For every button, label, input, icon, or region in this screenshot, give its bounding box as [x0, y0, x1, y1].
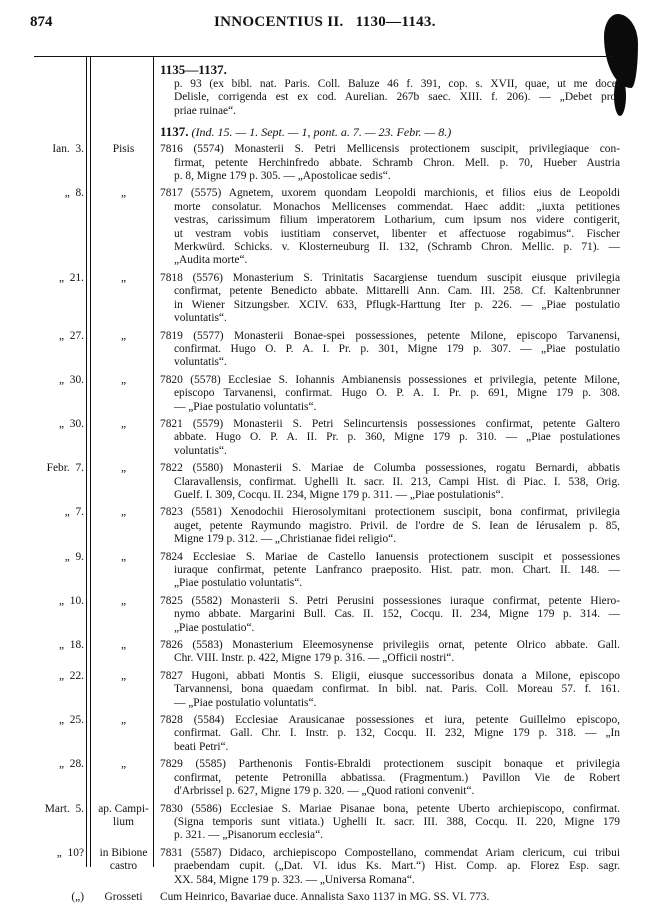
text-line: abbate. Hugo O. P. A. II. Pr. p. 360, Migne 179 p. 310. — „Piae postulationes [174, 431, 620, 444]
entry-row [34, 462, 620, 502]
entry-row [34, 639, 620, 666]
entry-place: Grosseti [104, 890, 143, 903]
entry-row [34, 187, 620, 267]
entry-text [155, 506, 620, 546]
entry-place: „ [120, 639, 127, 652]
text-line: nymo abbate. Margarini Bull. Cas. II. 152, Cocqu. II. 234, Migne 179 p. 314. — [174, 608, 620, 621]
entry-place: „ [120, 714, 127, 727]
entry-row [34, 714, 620, 754]
entry-row [34, 330, 620, 370]
section-heading: 1135—1137. [160, 62, 227, 77]
entry-text [155, 272, 620, 326]
entry-row [34, 506, 620, 546]
text-line: voluntatis“. [174, 312, 227, 325]
running-title: INNOCENTIUS II. 1130—1143. [214, 14, 436, 30]
section-1135 [34, 62, 620, 118]
text-line: Guelf. I. 309, Cocqu. II. 234, Migne 179 p. 311. — „Piae postulationis“. [174, 488, 504, 501]
text-line: voluntatis“. [174, 444, 227, 457]
entry-date: „ 9. [64, 550, 84, 563]
section-1137 [34, 118, 620, 140]
entry-date: „ 18. [59, 639, 84, 652]
text-line: Claravallensis, confirmat. Ughelli It. sacr. II. 213, Campi Hist. di Piac. I. 538, Orig. [174, 475, 620, 488]
entry-place: „ [120, 594, 127, 607]
entry-date: Ian. 3. [52, 143, 84, 156]
entry-date: „ 25. [59, 714, 84, 727]
text-line: 7823 (5581) Xenodochii Hierosolymitani protectionem suscipit, bona confirmat, privilegia [160, 506, 620, 519]
entry-text [155, 847, 620, 887]
text-line: (Signa temporis sunt vitiata.) Ughelli It. sacr. III. 388, Cocqu. II. 220, Migne 179 [174, 815, 620, 828]
entry-text [155, 462, 620, 502]
text-line: vestras, carissimum filium imperatorem Lotharium, cum ipsum nos videre contigerit, [174, 214, 620, 227]
text-line: priae ruinae“. [174, 104, 236, 117]
text-line: 7821 (5579) Monasterii S. Petri Selincurtensis possessiones confirmat, petente Galtero [160, 417, 620, 430]
text-line: beati Petri“. [174, 740, 229, 753]
text-line: 7820 (5578) Ecclesiae S. Iohannis Ambianensis possessiones et privilegia, petente Milone, [160, 373, 620, 386]
entry-text [155, 551, 620, 591]
text-line: confirmat, petente Benedicto abbate. Mittarelli Ann. Cam. III. 258. Cf. Kaltenbrunner [174, 285, 620, 298]
text-line: 7817 (5575) Agnetem, uxorem quondam Leopoldi marchionis, et filios eius de Leopoldi [160, 187, 620, 200]
entry-row [34, 891, 620, 904]
page-number: 874 [30, 14, 53, 30]
year-number: 1137. [160, 124, 189, 140]
text-line: 7818 (5576) Monasterium S. Trinitatis Sacargiense tuendum suscipit eiusque privilegia [160, 271, 620, 284]
entry-place: „ [120, 669, 127, 682]
page-header [0, 14, 650, 36]
text-line: Chr. VIII. Instr. p. 422, Migne 179 p. 316. — „Officii nostri“. [174, 652, 455, 665]
text-line: 7828 (5584) Ecclesiae Arausicanae possessiones et iura, petente Guillelmo episcopo, [160, 714, 620, 727]
entry-row [34, 551, 620, 591]
entry-text [155, 758, 620, 798]
text-line: 7819 (5577) Monasterii Bonae-spei possessiones, petente Milone, episcopo Tarvanensi, [160, 329, 620, 342]
entry-row [34, 803, 620, 843]
entry-text [155, 670, 620, 710]
entry-text [155, 803, 620, 843]
text-line: iuraque confirmat, petente Lanfranco praeposito. Hist. patr. mon. Chart. II. 148. — [174, 564, 620, 576]
entry-date: „ 10? [56, 846, 84, 859]
text-line: Delisle, corrigenda est ex cod. Aurelian. 267b saec. XIII. f. 206). — „Debet pro- [174, 91, 620, 104]
entry-place: „ [120, 271, 127, 284]
entry-row [34, 374, 620, 414]
text-line: 7826 (5583) Monasterium Eleemosynense privilegiis ornat, petente Olrico abbate. Gall. [160, 639, 620, 652]
text-line: firmat, petente Herchinfredo abbate. Schramb Chron. Mell. p. 70, Hueber Austria [174, 156, 620, 169]
entry-row [34, 272, 620, 326]
text-line: 7827 Hugoni, abbati Montis S. Eligii, eiusque successoribus donata a Milone, episcopo [160, 669, 620, 682]
entry-row [34, 758, 620, 798]
entry-place: „ [120, 187, 127, 200]
text-line: — „Piae postulatio voluntatis“. [174, 400, 317, 413]
entry-date: Mart. 5. [44, 802, 84, 815]
entry-date: „ 8. [64, 187, 84, 200]
entry-row [34, 143, 620, 183]
entry-place: ap. Campi- lium [98, 802, 149, 828]
entry-place: „ [120, 329, 127, 342]
entry-place: „ [120, 373, 127, 386]
entry-row [34, 847, 620, 887]
text-line: in Wiener Sitzungsber. XCIV. 633, Pflugk-Harttung Iter p. 226. — „Piae postulatio [174, 298, 620, 311]
text-line: confirmat, petente Petronilla abbatissa. (Fragmentum.) Pavillon Vie de Robert [174, 771, 620, 784]
entry-place: „ [120, 550, 127, 563]
entry-date: „ 30. [59, 417, 84, 430]
entry-place: in Bibione castro [99, 846, 148, 873]
entry-row [34, 595, 620, 635]
entry-row [34, 418, 620, 458]
entries-list [34, 143, 620, 904]
entry-text [155, 330, 620, 370]
entry-date: „ 21. [59, 271, 84, 284]
text-line: Tarvannensi, bona quaedam confirmat. In bibl. nat. Paris. Coll. Moreau 57. f. 161. [174, 683, 620, 696]
entry-text [155, 891, 620, 904]
entry-text [155, 714, 620, 754]
entry-row [34, 670, 620, 710]
text-line: 7824 Ecclesiae S. Mariae de Castello Ianuensis protectionem suscipit et possessiones [160, 550, 620, 563]
entry-date: „ 22. [59, 669, 84, 682]
header-rule [34, 56, 614, 57]
entry-date: Febr. 7. [46, 462, 84, 475]
text-line: praebendam cupit. („Dat. VI. idus Ks. Mart.“) Hist. Comp. ap. Florez Esp. sagr. [174, 860, 620, 873]
text-line: 7830 (5586) Ecclesiae S. Mariae Pisanae bona, petente Uberto archiepiscopo, confirmat. [160, 802, 620, 815]
entry-text [155, 187, 620, 267]
text-line: 7816 (5574) Monasterii S. Petri Mellicensis protectionem suscipit, privilegiaque con- [160, 143, 620, 156]
entry-date: („) [71, 890, 84, 903]
entry-place: Pisis [112, 143, 135, 156]
entry-place: „ [120, 506, 127, 519]
entry-text [155, 143, 620, 183]
text-line: confirmat. Hugo O. P. A. I. Pr. p. 301, Migne 179 p. 307. — „Piae postulatio [174, 342, 620, 355]
text-line: confirmat. Gall. Chr. I. Instr. p. 132, Cocqu. II. 232, Migne 179 p. 318. — „In [174, 727, 620, 740]
entry-text [155, 418, 620, 458]
text-line: 7825 (5582) Monasterii S. Petri Perusini possessiones iuraque confirmat, petente Hiero- [160, 594, 620, 607]
text-line: 7829 (5585) Parthenonis Fontis-Ebraldi protectionem suscipit bonaque et privilegia [160, 758, 620, 771]
text-line: p. 8, Migne 179 p. 305. — „Apostolicae sedis“. [174, 170, 391, 183]
entry-place: „ [120, 417, 127, 430]
entry-date: „ 27. [59, 329, 84, 342]
text-line: „Piae postulatio voluntatis“. [174, 577, 303, 590]
text-line: d'Arbrissel p. 627, Migne 179 p. 320. — „Quod rationi convenit“. [174, 785, 475, 798]
text-line: Cum Heinrico, Bavariae duce. Annalista Saxo 1137 in MG. SS. VI. 773. [160, 890, 490, 903]
entry-text [155, 374, 620, 414]
text-line: ut vestram vobis iustitiam conservet, libenter et affectuose rogabimus“. Fischer [174, 227, 620, 240]
text-line: p. 321. — „Pisanorum ecclesia“. [174, 829, 323, 842]
year-note: (Ind. 15. — 1. Sept. — 1, pont. a. 7. — 23. Febr. — 8.) [191, 125, 452, 140]
text-line: „Piae postulatio“. [174, 621, 255, 634]
entry-text [155, 595, 620, 635]
entry-place: „ [120, 462, 127, 475]
text-line: auget, petente Raymundo magistro. Privil. de l'ordre de S. Iean de Iérusalem p. 85, [174, 519, 620, 532]
text-line: Migne 179 p. 312. — „Christianae fidei religio“. [174, 533, 397, 546]
regesta-table [34, 62, 620, 904]
entry-date: „ 10. [59, 594, 84, 607]
entry-date: „ 28. [59, 758, 84, 771]
text-line: 7831 (5587) Didaco, archiepiscopo Compostellano, commendat Ariam clericum, cui tribui [160, 846, 620, 859]
text-line: „Audita morte“. [174, 254, 248, 267]
text-line: voluntatis“. [174, 356, 227, 369]
entry-place: „ [120, 758, 127, 771]
entry-date: „ 30. [59, 373, 84, 386]
text-line: Merkwürd. Schicks. v. Klosterneuburg II. 132, (Schramb Chron. Mellic. p. 71). — [174, 241, 620, 254]
entry-date: „ 7. [64, 506, 84, 519]
text-line: — „Piae postulatio voluntatis“. [174, 696, 317, 709]
text-line: p. 93 (ex bibl. nat. Paris. Coll. Baluze 46 f. 391, cop. s. XVII, quae, ut me docet [174, 78, 620, 90]
text-line: morte consolatur. Monachos Mellicenses commendat. Haec addit: „iuxta petitiones [174, 200, 620, 213]
entry-text [155, 639, 620, 666]
text-line: 7822 (5580) Monasterii S. Mariae de Columba possessiones, rogatu Bernardi, abbatis [160, 462, 620, 475]
year-heading [160, 124, 620, 140]
text-line: XX. 584, Migne 179 p. 323. — „Universa Romana“. [174, 873, 415, 886]
text-line: episcopo Tarvanensi, confirmat. Hugo O. P. A. I. Pr. p. 691, Migne 179 p. 308. [174, 387, 620, 400]
